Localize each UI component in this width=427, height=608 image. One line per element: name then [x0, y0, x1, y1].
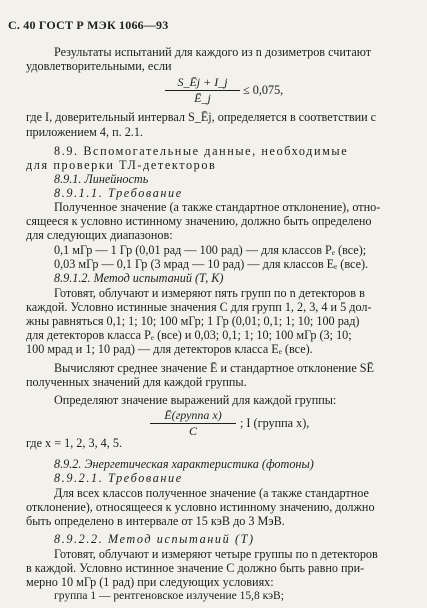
paragraph-line: для детекторов класса Pₑ (все) и 0,03; 0,1; 1; 10; 100 мГр (3; 10; — [26, 328, 352, 342]
subsection-title: 8.9.1. Линейность — [54, 172, 149, 186]
list-item: группа 1 — рентгеновское излучение 15,8 кэВ; — [54, 590, 284, 602]
formula-numerator: Ē(группа x) — [164, 408, 222, 422]
subsection-title: 8.9.1.1. Требование — [54, 186, 183, 200]
paragraph-line: 0,03 мГр — 0,1 Гр (3 мрад — 10 рад) — для классов Eₑ (все). — [54, 257, 369, 271]
paragraph-line: Вычисляют среднее значение Ē и стандартное отклонение SĒ — [54, 361, 374, 375]
formula-ratio-1 — [165, 76, 240, 105]
paragraph-line: Готовят, облучают и измеряют пять групп по n детекторов в — [54, 286, 365, 300]
paragraph-line: жны равняться 0,1; 1; 10; 100 мГр; 1 Гр (0,01; 0,1; 1; 10; 100 рад) — [26, 314, 360, 328]
paragraph-line: удовлетворительными, если — [26, 59, 172, 73]
formula-numerator: S_Ēj + I_j — [177, 75, 228, 89]
paragraph-line: мерно 10 мГр (1 рад) при следующих условиях: — [26, 575, 274, 589]
formula-denominator: Ē_j — [194, 91, 211, 105]
paragraph-line: для следующих диапазонов: — [26, 228, 173, 242]
paragraph-line: Для всех классов полученное значение (а также стандартное — [54, 486, 369, 500]
formula-ratio-2 — [150, 409, 236, 438]
subsection-title: 8.9.2. Энергетическая характеристика (фотоны) — [54, 457, 314, 471]
paragraph-line: Готовят, облучают и измеряют четыре группы по n детекторов — [54, 547, 378, 561]
subsection-title: 8.9.2.2. Метод испытаний (Т) — [54, 532, 255, 546]
paragraph-line: где x = 1, 2, 3, 4, 5. — [26, 436, 122, 450]
paragraph-line: отклонение), относящееся к условно истинному значению, должно — [26, 500, 375, 514]
paragraph-line: Определяют значение выражений для каждой группы: — [54, 393, 337, 407]
paragraph-line: 100 мрад и 1; 10 рад) — для детекторов класса Eₑ (все). — [26, 342, 313, 356]
paragraph-line: приложением 4, п. 2.1. — [26, 125, 143, 139]
paragraph-line: Результаты испытаний для каждого из n дозиметров считают — [54, 45, 372, 59]
paragraph-line: Полученное значение (а также стандартное отклонение), отно- — [54, 200, 381, 214]
paragraph-line: сящееся к условно истинному значению, должно быть определено — [26, 214, 372, 228]
paragraph-line: полученных значений для каждой группы. — [26, 375, 247, 389]
formula-rhs: ≤ 0,075, — [243, 83, 284, 97]
paragraph-line: быть определено в интервале от 15 кэВ до 3 МэВ. — [26, 514, 285, 528]
section-heading: для проверки ТЛ-детекторов — [26, 158, 217, 172]
formula-rhs: ; I (группа x), — [240, 416, 310, 430]
paragraph-line: в каждой. Условно истинное значение C должно быть равно при- — [26, 561, 365, 575]
paragraph-line: 0,1 мГр — 1 Гр (0,01 рад — 100 рад) — для классов Pₑ (все); — [54, 243, 367, 257]
subsection-title: 8.9.1.2. Метод испытаний (Т, К) — [54, 271, 224, 285]
page-header: С. 40 ГОСТ Р МЭК 1066—93 — [8, 18, 169, 32]
formula-denominator: C — [188, 424, 197, 438]
subsection-title: 8.9.2.1. Требование — [54, 471, 183, 485]
section-heading: 8.9. Вспомогательные данные, необходимые — [54, 144, 349, 158]
paragraph-line: каждой. Условно истинные значения C для групп 1, 2, 3, 4 и 5 дол- — [26, 300, 372, 314]
paragraph-line: где I, доверительный интервал S_Ēj, определяется в соответствии с — [26, 110, 377, 124]
